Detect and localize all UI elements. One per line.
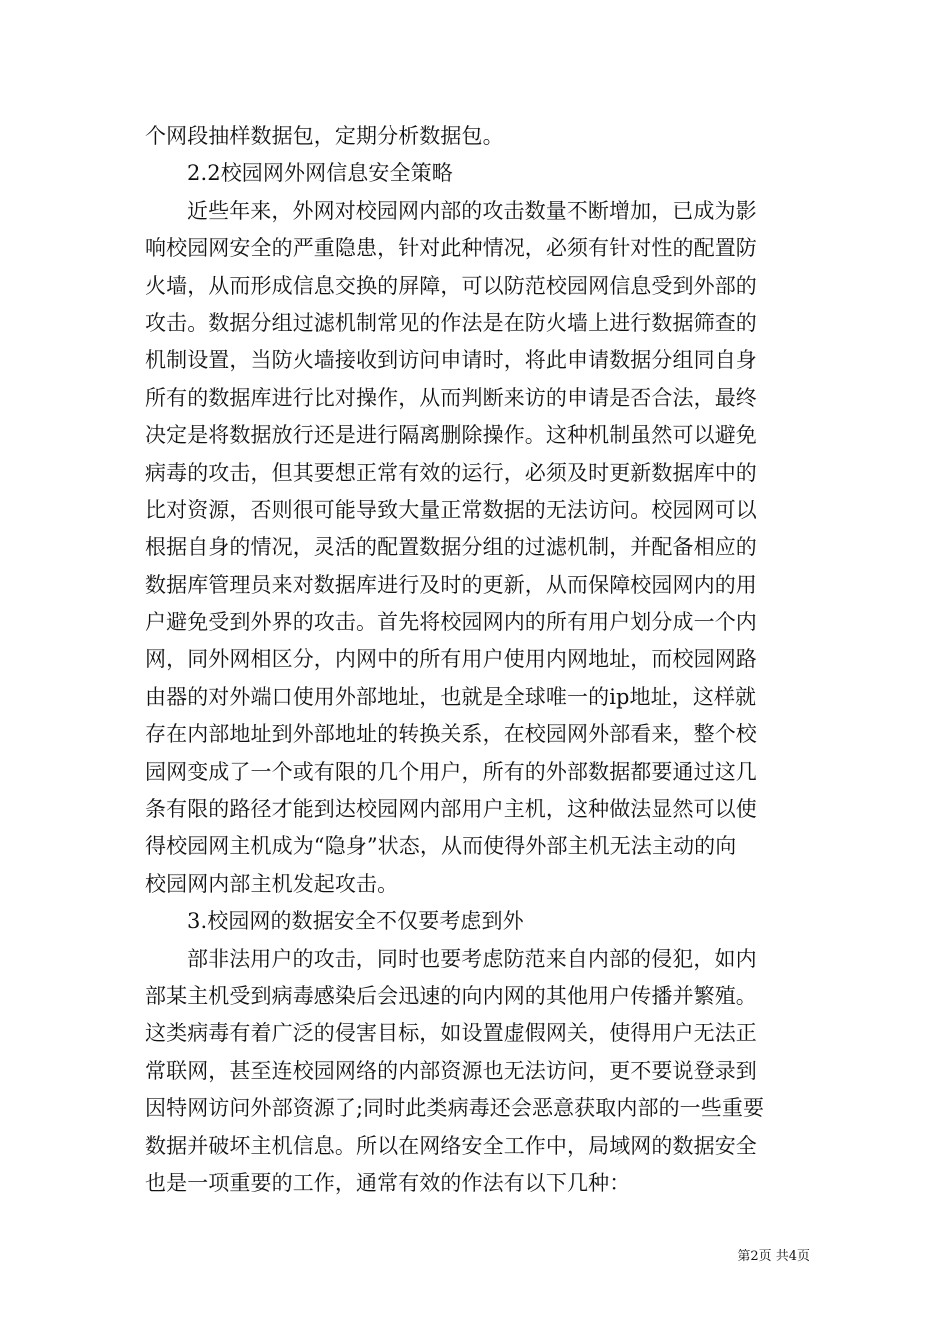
text-line: 数据库管理员来对数据库进行及时的更新，从而保障校园网内的用 — [145, 572, 757, 597]
text-line: 得校园网主机成为“隐身”状态，从而使得外部主机无法主动的向 — [145, 834, 737, 859]
text-line: 机制设置，当防火墙接收到访问申请时，将此申请数据分组同自身 — [145, 348, 757, 373]
text-line: 校园网内部主机发起攻击。 — [145, 871, 399, 896]
text-line: 存在内部地址到外部地址的转换关系，在校园网外部看来，整个校 — [145, 722, 757, 747]
text-line: 这类病毒有着广泛的侵害目标，如设置虚假网关，使得用户无法正 — [145, 1021, 757, 1046]
text-line: 响校园网安全的严重隐患，针对此种情况，必须有针对性的配置防 — [145, 236, 757, 261]
text-line: 户避免受到外界的攻击。首先将校园网内的所有用户划分成一个内 — [145, 610, 757, 635]
text-line: 2.2校园网外网信息安全策略 — [187, 161, 453, 186]
page-number-footer: 第2页 共4页 — [737, 1249, 810, 1264]
text-line: 攻击。数据分组过滤机制常见的作法是在防火墙上进行数据筛查的 — [145, 310, 757, 335]
text-line: 根据自身的情况，灵活的配置数据分组的过滤机制，并配备相应的 — [145, 535, 757, 560]
text-line: 由器的对外端口使用外部地址，也就是全球唯一的ip地址，这样就 — [145, 684, 757, 709]
text-line: 所有的数据库进行比对操作，从而判断来访的申请是否合法，最终 — [145, 385, 757, 410]
text-line: 比对资源，否则很可能导致大量正常数据的无法访问。校园网可以 — [145, 497, 757, 522]
text-line: 因特网访问外部资源了;同时此类病毒还会恶意获取内部的一些重要 — [145, 1096, 765, 1121]
text-line: 部非法用户的攻击，同时也要考虑防范来自内部的侵犯，如内 — [187, 946, 757, 971]
text-line: 条有限的路径才能到达校园网内部用户主机，这种做法显然可以使 — [145, 797, 757, 822]
text-line: 决定是将数据放行还是进行隔离删除操作。这种机制虽然可以避免 — [145, 423, 757, 448]
text-line: 园网变成了一个或有限的几个用户，所有的外部数据都要通过这几 — [145, 759, 757, 784]
text-line: 也是一项重要的工作，通常有效的作法有以下几种： — [145, 1170, 631, 1195]
text-line: 近些年来，外网对校园网内部的攻击数量不断增加，已成为影 — [187, 198, 757, 223]
text-line: 数据并破坏主机信息。所以在网络安全工作中，局域网的数据安全 — [145, 1133, 757, 1158]
document-body — [145, 118, 810, 1202]
text-line: 个网段抽样数据包，定期分析数据包。 — [145, 124, 504, 148]
text-line: 网，同外网相区分，内网中的所有用户使用内网地址，而校园网路 — [145, 647, 757, 672]
text-line: 部某主机受到病毒感染后会迅速的向内网的其他用户传播并繁殖。 — [145, 983, 757, 1008]
text-line: 常联网，甚至连校园网络的内部资源也无法访问，更不要说登录到 — [145, 1058, 757, 1083]
text-line: 3.校园网的数据安全不仅要考虑到外 — [187, 909, 524, 934]
text-line: 病毒的攻击，但其要想正常有效的运行，必须及时更新数据库中的 — [145, 460, 757, 485]
text-line: 火墙，从而形成信息交换的屏障，可以防范校园网信息受到外部的 — [145, 273, 757, 298]
